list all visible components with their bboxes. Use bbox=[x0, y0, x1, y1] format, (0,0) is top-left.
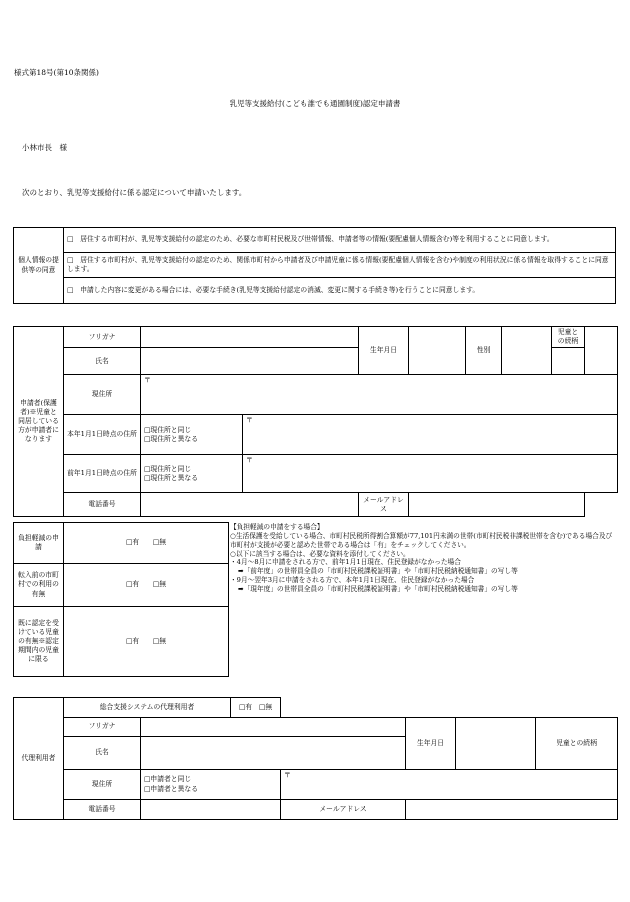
name-label: 氏名 bbox=[64, 348, 141, 375]
email-label: メールアドレス bbox=[359, 493, 409, 517]
notice-line: ➡「現年度」の世帯員全員の「市町村民税課税証明書」や「市町村民税納税通知書」の写し等 bbox=[238, 584, 518, 593]
certified-checkbox[interactable]: □有 □無 bbox=[64, 607, 229, 677]
notice-line: ○生活保護を受給している場合、市町村民税所得割合算額が77,101円未満の世帯(市町村民税非課税世帯を含む)である場合及び市町村が支援が必要と認めた世帯である場合は「有」をチェックしてください。 bbox=[230, 531, 613, 549]
system-proxy-label: 総合支援システムの代理利用者 bbox=[64, 698, 231, 718]
jan1-this-year-label: 本年1月1日時点の住所 bbox=[64, 415, 141, 455]
name-field[interactable] bbox=[141, 348, 359, 375]
proxy-address-label: 現住所 bbox=[64, 770, 141, 800]
consent-table bbox=[13, 227, 616, 304]
gender-field[interactable] bbox=[502, 327, 552, 375]
birthdate-label: 生年月日 bbox=[359, 327, 409, 375]
jan1-prev-year-field[interactable] bbox=[243, 455, 618, 493]
page-title: 乳児等支援給付(こども誰でも通園制度)認定申請書 bbox=[229, 99, 401, 108]
notice-line: ・4月～8月に申請をされる方で、前年1月1日現在、住民登録がなかった場合 bbox=[230, 558, 461, 567]
proxy-name-field[interactable] bbox=[141, 737, 406, 770]
consent-item-2[interactable]: □ 居住する市町村が、乳児等支援給付の認定のため、関係市町村から申請者及び申請児童に係る情報(要配慮個人情報を含む)や制度の利用状況に係る情報を取得することに同意します。 bbox=[64, 253, 616, 278]
burden-notice bbox=[230, 523, 616, 594]
postal-mark: 〒 bbox=[284, 771, 291, 779]
proxy-name-label: 氏名 bbox=[64, 737, 141, 770]
proxy-birthdate-label: 生年月日 bbox=[406, 718, 456, 770]
furigana-field[interactable] bbox=[141, 327, 359, 348]
proxy-phone-field[interactable] bbox=[141, 800, 281, 820]
transfer-checkbox[interactable]: □有 □無 bbox=[64, 564, 229, 607]
proxy-furigana-label: フリガナ bbox=[64, 718, 141, 737]
relation-field[interactable] bbox=[585, 327, 618, 375]
gender-label: 性別 bbox=[466, 327, 502, 375]
proxy-section-label: 代理利用者 bbox=[14, 698, 64, 820]
consent-item-3[interactable]: □ 申請した内容に変更がある場合には、必要な手続き(乳児等支援給付認定の消滅、変更に関する手続き等)を行うことに同意します。 bbox=[64, 278, 616, 304]
relation-spacer bbox=[552, 348, 585, 375]
proxy-same-checkbox[interactable]: □申請者と同じ bbox=[144, 775, 192, 784]
recipient: 小林市長 様 bbox=[22, 143, 67, 152]
proxy-furigana-field[interactable] bbox=[141, 718, 406, 737]
certified-label: 既に認定を受けている児童の有無※認定期間内の児童に限る bbox=[14, 607, 64, 677]
notice-line: ➡「前年度」の世帯員全員の「市町村民税課税証明書」や「市町村民税納税通知書」の写し等 bbox=[238, 567, 518, 576]
notice-heading: 【負担軽減の申請をする場合】 bbox=[230, 523, 324, 531]
phone-label: 電話番号 bbox=[64, 493, 141, 517]
notice-line: ○以下に該当する場合は、必要な資料を添付してください。 bbox=[230, 549, 410, 558]
proxy-relation-label: 児童との続柄 bbox=[536, 718, 618, 770]
furigana-label: フリガナ bbox=[64, 327, 141, 348]
notice-line: ・9月～翌年3月に申請をされる方で、本年1月1日現在、住民登録がなかった場合 bbox=[230, 576, 475, 585]
diff-address-checkbox[interactable]: □現住所と異なる bbox=[144, 434, 198, 443]
form-number: 様式第18号(第10条関係) bbox=[14, 68, 99, 77]
jan1-this-year-field[interactable] bbox=[243, 415, 618, 455]
proxy-email-label: メールアドレス bbox=[281, 800, 406, 820]
intro-text: 次のとおり、乳児等支援給付に係る認定について申請いたします。 bbox=[22, 188, 247, 197]
postal-mark: 〒 bbox=[246, 416, 253, 425]
applicant-table bbox=[13, 326, 618, 517]
applicant-section-label: 申請者(保護者)※児童と同居している方が申請者になります bbox=[14, 327, 64, 517]
proxy-phone-label: 電話番号 bbox=[64, 800, 141, 820]
relation-label: 児童との続柄 bbox=[552, 327, 585, 348]
birthdate-field[interactable] bbox=[409, 327, 466, 375]
burden-checkbox[interactable]: □有 □無 bbox=[64, 523, 229, 564]
consent-label: 個人情報の提供等の同意 bbox=[14, 228, 64, 304]
proxy-diff-checkbox[interactable]: □申請者と異なる bbox=[144, 784, 198, 793]
options-table bbox=[13, 522, 229, 677]
phone-field[interactable] bbox=[141, 493, 359, 517]
email-field[interactable] bbox=[409, 493, 585, 517]
consent-item-1[interactable]: □ 居住する市町村が、乳児等支援給付の認定のため、必要な市町村民税及び世帯情報、申請者等の情報(要配慮個人情報含む)等を利用することに同意します。 bbox=[64, 228, 616, 253]
diff-address-checkbox[interactable]: □現住所と異なる bbox=[144, 473, 198, 482]
postal-mark: 〒 bbox=[246, 456, 253, 465]
same-address-checkbox[interactable]: □現住所と同じ bbox=[144, 464, 192, 473]
proxy-email-field[interactable] bbox=[406, 800, 618, 820]
burden-label: 負担軽減の申請 bbox=[14, 523, 64, 564]
jan1-prev-year-label: 前年1月1日時点の住所 bbox=[64, 455, 141, 493]
proxy-birthdate-field[interactable] bbox=[456, 718, 536, 770]
transfer-label: 転入前の市町村での利用の有無 bbox=[14, 564, 64, 607]
current-address-label: 現住所 bbox=[64, 375, 141, 415]
proxy-address-field[interactable] bbox=[281, 770, 618, 800]
postal-mark: 〒 bbox=[144, 376, 151, 385]
same-address-checkbox[interactable]: □現住所と同じ bbox=[144, 425, 192, 434]
current-address-field[interactable] bbox=[141, 375, 618, 415]
system-proxy-checkbox[interactable]: □有 □無 bbox=[231, 698, 281, 718]
proxy-table bbox=[13, 697, 618, 820]
